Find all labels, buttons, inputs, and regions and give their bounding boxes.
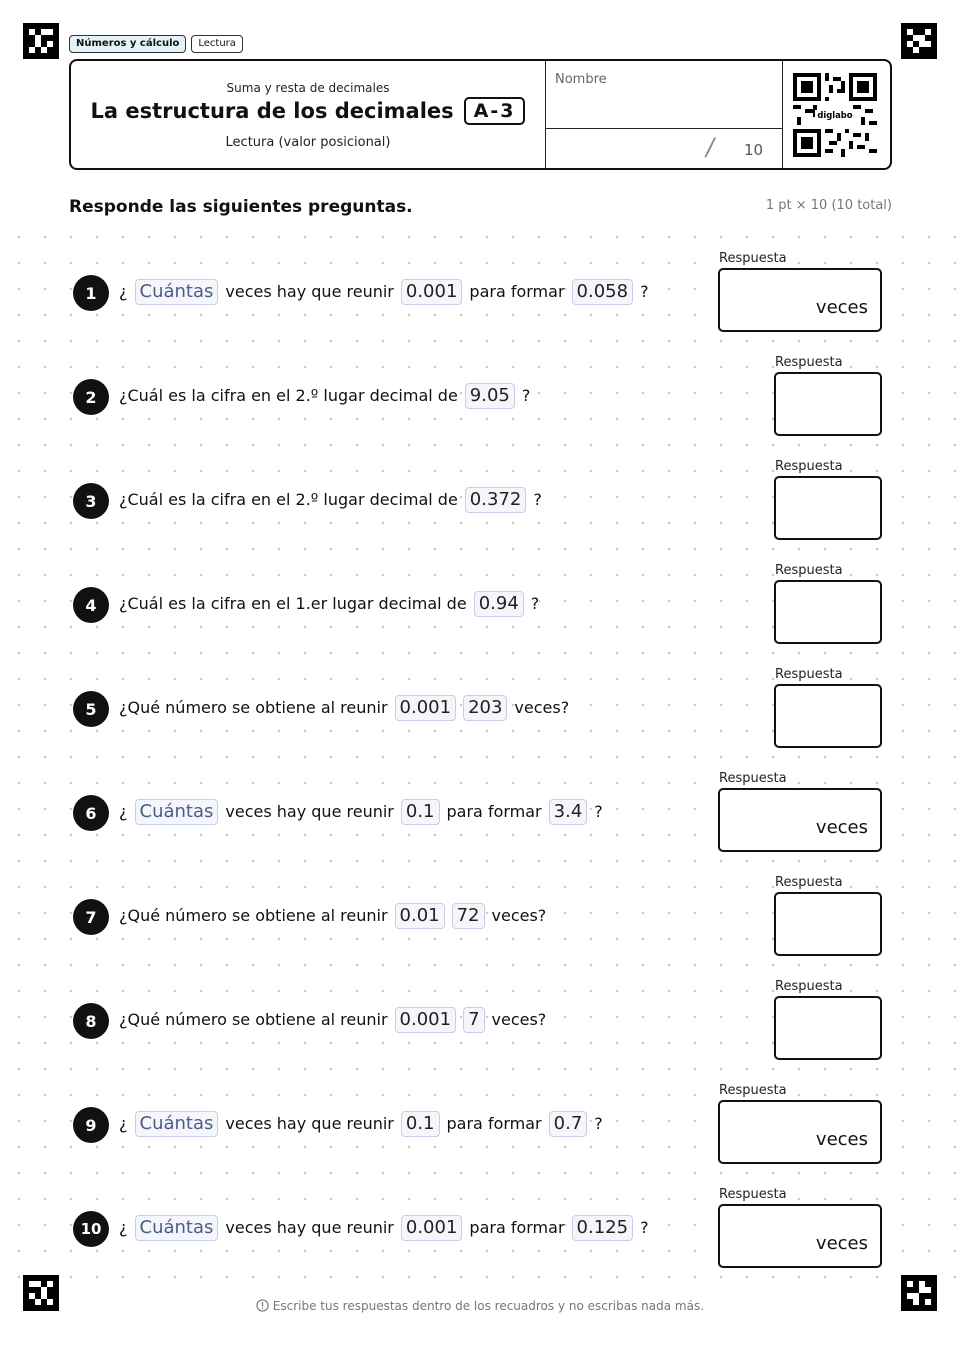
question-text-part: ? <box>531 590 540 618</box>
number-chip: 3.4 <box>549 799 588 825</box>
name-score-block <box>545 61 783 168</box>
question-text-part: ? <box>594 1110 603 1138</box>
question-text-part: ? <box>594 798 603 826</box>
worksheet-code: A-3 <box>464 97 526 125</box>
instructions: Responde las siguientes preguntas. <box>69 197 413 217</box>
question-text-part: ¿Qué número se obtiene al reunir <box>119 1006 388 1034</box>
question-text <box>119 382 530 410</box>
highlighted-word: Cuántas <box>135 1111 219 1137</box>
question-number: 2 <box>73 379 109 415</box>
question-text <box>119 486 542 514</box>
answer-box[interactable] <box>774 372 882 436</box>
answer-box[interactable] <box>774 476 882 540</box>
footer-note <box>0 1299 960 1313</box>
number-chip: 0.1 <box>401 1111 440 1137</box>
corner-marker-icon <box>901 23 937 59</box>
question-number: 5 <box>73 691 109 727</box>
question-text <box>119 1110 603 1138</box>
answer-unit: veces <box>815 817 868 838</box>
question-number: 10 <box>73 1211 109 1247</box>
question-number: 9 <box>73 1107 109 1143</box>
number-chip: 0.001 <box>401 1215 463 1241</box>
info-icon <box>256 1299 269 1312</box>
question-text-part: ? <box>533 486 542 514</box>
number-chip: 0.7 <box>549 1111 588 1137</box>
number-chip: 0.001 <box>401 279 463 305</box>
answer-unit: veces <box>815 1129 868 1150</box>
question-text-part: para formar <box>447 798 542 826</box>
question-text-part: veces? <box>514 694 569 722</box>
page-title: La estructura de los decimales <box>90 99 454 123</box>
number-chip: 203 <box>463 695 507 721</box>
question-text <box>119 1214 649 1242</box>
answer-label: Respuesta <box>775 563 843 578</box>
question-text-part: para formar <box>469 1214 564 1242</box>
tag-skill: Lectura <box>191 35 243 53</box>
question-text-part: ? <box>522 382 531 410</box>
answer-box[interactable] <box>718 1100 882 1164</box>
question-number: 3 <box>73 483 109 519</box>
question-text-part: ¿Cuál es la cifra en el 2.º lugar decimal de <box>119 486 458 514</box>
number-chip: 0.001 <box>395 695 457 721</box>
number-chip: 72 <box>452 903 485 929</box>
answer-label: Respuesta <box>775 667 843 682</box>
question-text-part: ¿ <box>119 1214 128 1242</box>
question-text-part: ¿ <box>119 798 128 826</box>
question-number: 4 <box>73 587 109 623</box>
number-chip: 0.94 <box>474 591 524 617</box>
answer-label: Respuesta <box>719 251 787 266</box>
number-chip: 0.001 <box>395 1007 457 1033</box>
number-chip: 7 <box>463 1007 484 1033</box>
answer-label: Respuesta <box>775 979 843 994</box>
question-text-part: ? <box>640 1214 649 1242</box>
answer-box[interactable] <box>718 788 882 852</box>
question-text <box>119 590 539 618</box>
number-chip: 0.1 <box>401 799 440 825</box>
question-text <box>119 1006 546 1034</box>
qr-caption: diglabo <box>817 109 853 120</box>
answer-label: Respuesta <box>775 459 843 474</box>
name-label: Nombre <box>555 72 607 87</box>
question-number: 7 <box>73 899 109 935</box>
question-text-part: ? <box>640 278 649 306</box>
footer-text: Escribe tus respuestas dentro de los recuadros y no escribas nada más. <box>272 1299 705 1313</box>
question-text-part: ¿Qué número se obtiene al reunir <box>119 902 388 930</box>
points-info: 1 pt × 10 (10 total) <box>765 198 892 213</box>
answer-label: Respuesta <box>775 355 843 370</box>
header-subtitle: Suma y resta de decimales <box>226 81 390 95</box>
answer-label: Respuesta <box>719 1083 787 1098</box>
number-chip: 0.058 <box>572 279 634 305</box>
answer-box[interactable] <box>774 684 882 748</box>
highlighted-word: Cuántas <box>135 1215 219 1241</box>
question-text-part: ¿Cuál es la cifra en el 2.º lugar decimal de <box>119 382 458 410</box>
number-chip: 0.372 <box>465 487 527 513</box>
score-slash: / <box>706 133 715 161</box>
answer-box[interactable] <box>718 1204 882 1268</box>
question-number: 6 <box>73 795 109 831</box>
tag-subject: Números y cálculo <box>69 35 186 53</box>
question-text-part: veces hay que reunir <box>225 1214 393 1242</box>
worksheet-header <box>69 59 892 170</box>
corner-marker-icon <box>23 23 59 59</box>
tag-row <box>69 35 243 53</box>
question-text-part: veces? <box>492 902 547 930</box>
answer-unit: veces <box>815 297 868 318</box>
answer-label: Respuesta <box>775 875 843 890</box>
number-chip: 0.01 <box>395 903 445 929</box>
highlighted-word: Cuántas <box>135 279 219 305</box>
question-text-part: ¿Cuál es la cifra en el 1.er lugar decimal de <box>119 590 467 618</box>
answer-box[interactable] <box>774 580 882 644</box>
question-text-part: veces hay que reunir <box>225 278 393 306</box>
question-text-part: veces? <box>492 1006 547 1034</box>
question-text <box>119 278 649 306</box>
question-text-part: veces hay que reunir <box>225 798 393 826</box>
question-text <box>119 694 569 722</box>
header-title-block <box>71 61 545 168</box>
qr-code-icon <box>793 73 877 157</box>
header-description: Lectura (valor posicional) <box>225 135 391 150</box>
question-number: 8 <box>73 1003 109 1039</box>
number-chip: 0.125 <box>572 1215 634 1241</box>
question-text-part: ¿ <box>119 1110 128 1138</box>
question-text-part: para formar <box>469 278 564 306</box>
highlighted-word: Cuántas <box>135 799 219 825</box>
name-divider <box>546 128 782 129</box>
answer-box[interactable] <box>774 892 882 956</box>
number-chip: 9.05 <box>465 383 515 409</box>
answer-label: Respuesta <box>719 771 787 786</box>
question-text-part: veces hay que reunir <box>225 1110 393 1138</box>
answer-box[interactable] <box>774 996 882 1060</box>
question-text <box>119 798 603 826</box>
answer-unit: veces <box>815 1233 868 1254</box>
answer-box[interactable] <box>718 268 882 332</box>
question-text-part: ¿Qué número se obtiene al reunir <box>119 694 388 722</box>
question-text-part: para formar <box>447 1110 542 1138</box>
question-text-part: ¿ <box>119 278 128 306</box>
question-text <box>119 902 546 930</box>
answer-label: Respuesta <box>719 1187 787 1202</box>
question-number: 1 <box>73 275 109 311</box>
score-total: 10 <box>744 141 764 159</box>
